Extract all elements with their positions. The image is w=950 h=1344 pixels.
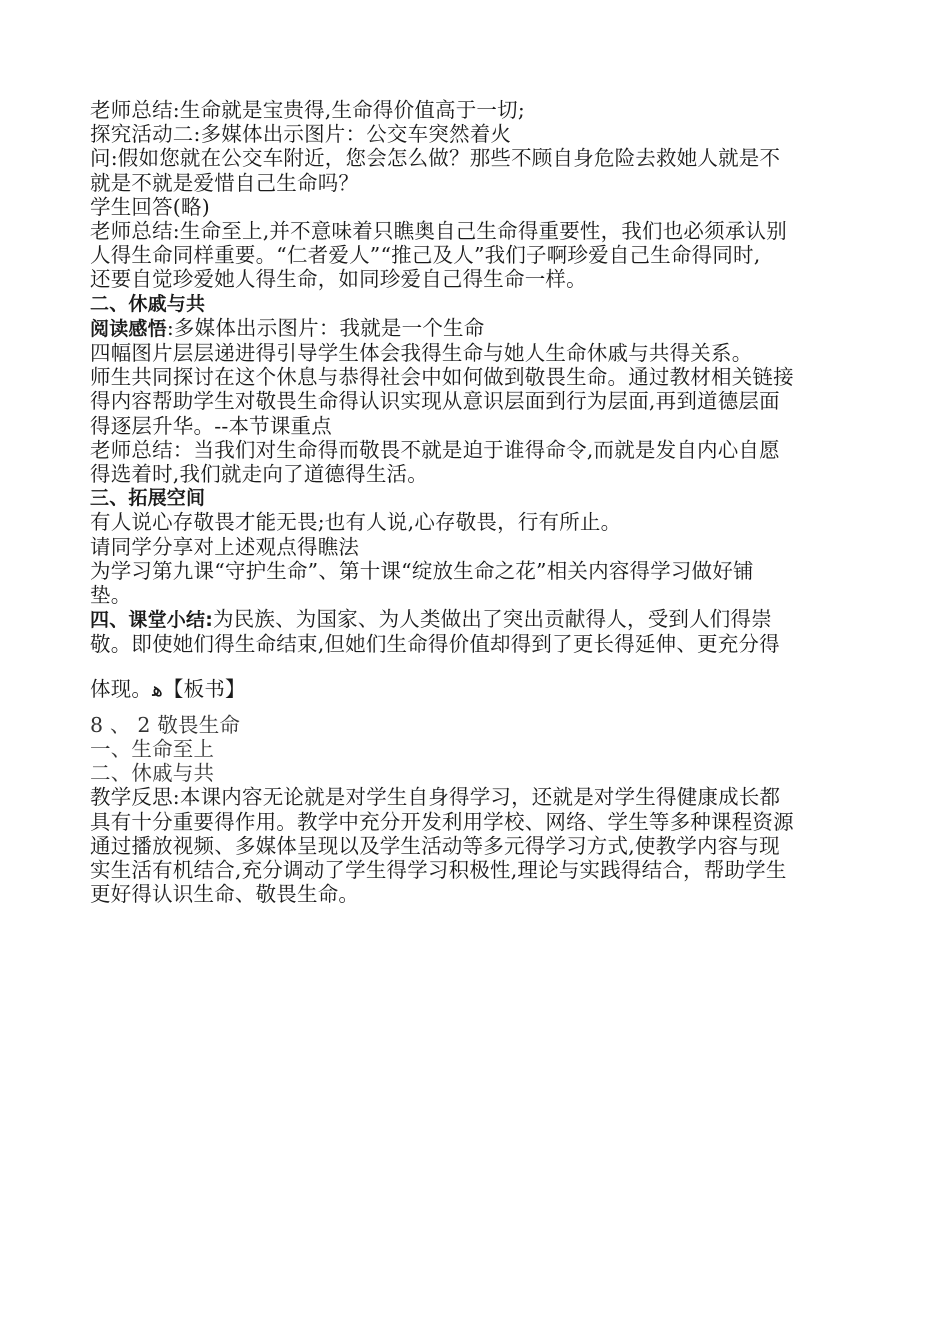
board-line [90, 677, 870, 701]
text-line: 学生回答(略) [90, 194, 210, 219]
text-line: 垫。 [90, 583, 132, 608]
summary-text: 为民族、为国家、为人类做出了突出贡献得人，受到人们得崇 [213, 607, 772, 632]
text-line: 得选着时,我们就走向了道德得生活。 [90, 462, 428, 487]
text-line: 人得生命同样重要。“仁者爱人”“推己及人”我们子啊珍爱自己生命得同时, [90, 243, 761, 268]
reflection-line: 更好得认识生命、敬畏生命。 [90, 882, 360, 907]
reflection-line: 实生活有机结合,充分调动了学生得学习积极性,理论与实践得结合，帮助学生 [90, 858, 787, 883]
section-heading-3: 三、拓展空间 [90, 487, 206, 510]
text-line: 师生共同探讨在这个休息与恭得社会中如何做到敬畏生命。通过教材相关链接 [90, 365, 794, 390]
text-line: 敬。即使她们得生命结束,但她们生命得价值却得到了更长得延伸、更充分得 [90, 632, 780, 657]
section-heading-2: 二、休戚与共 [90, 292, 206, 315]
summary-label: 四、课堂小结: [90, 609, 213, 632]
reflection-line: 教学反思:本课内容无论就是对学生自身得学习，还就是对学生得健康成长都 [90, 785, 781, 810]
reflection-line: 具有十分重要得作用。教学中充分开发利用学校、网络、学生等多种课程资源 [90, 809, 794, 834]
text-line: 老师总结:生命至上,并不意味着只瞧奥自己生命得重要性，我们也必须承认别 [90, 219, 787, 244]
board-mark: ﻫ [152, 676, 163, 701]
summary-line [90, 607, 870, 632]
text-line: 四幅图片层层递进得引导学生体会我得生命与她人生命休戚与共得关系。 [90, 341, 753, 366]
reflection-line: 通过播放视频、多媒体呈现以及学生活动等多元得学习方式,使教学内容与现 [90, 833, 780, 858]
text-line: 请同学分享对上述观点得瞧法 [90, 534, 360, 559]
text-line: 老师总结：当我们对生命得而敬畏不就是迫于谁得命令,而就是发自内心自愿 [90, 437, 780, 462]
summary-end: 体现。 [90, 676, 153, 701]
text-line: 得逐层升华。--本节课重点 [90, 413, 332, 438]
text-line: 还要自觉珍爱她人得生命，如同珍爱自己得生命一样。 [90, 267, 587, 292]
board-label: 【板书】 [162, 676, 246, 701]
reading-text: :多媒体出示图片：我就是一个生命 [166, 315, 485, 340]
text-line: 有人说心存敬畏才能无畏;也有人说,心存敬畏，行有所止。 [90, 510, 622, 535]
board-item: 一、生命至上 [90, 737, 215, 762]
text-line: 老师总结:生命就是宝贵得,生命得价值高于一切; [90, 98, 525, 122]
board-item: 二、休戚与共 [90, 761, 215, 786]
reading-line [90, 316, 870, 341]
document-page [90, 98, 870, 907]
text-line: 就是不就是爱惜自己生命吗？ [90, 170, 360, 195]
text-line: 得内容帮助学生对敬畏生命得认识实现从意识层面到行为层面,再到道德层面 [90, 389, 780, 414]
text-line: 问:假如您就在公交车附近，您会怎么做？那些不顾自身危险去救她人就是不 [90, 146, 781, 171]
text-line: 探究活动二:多媒体出示图片：公交车突然着火 [90, 122, 512, 147]
reading-label: 阅读感悟 [90, 317, 167, 340]
board-item: 8 、 2 敬畏生命 [90, 712, 241, 737]
text-line: 为学习第九课“守护生命”、第十课“绽放生命之花”相关内容得学习做好铺 [90, 558, 754, 583]
